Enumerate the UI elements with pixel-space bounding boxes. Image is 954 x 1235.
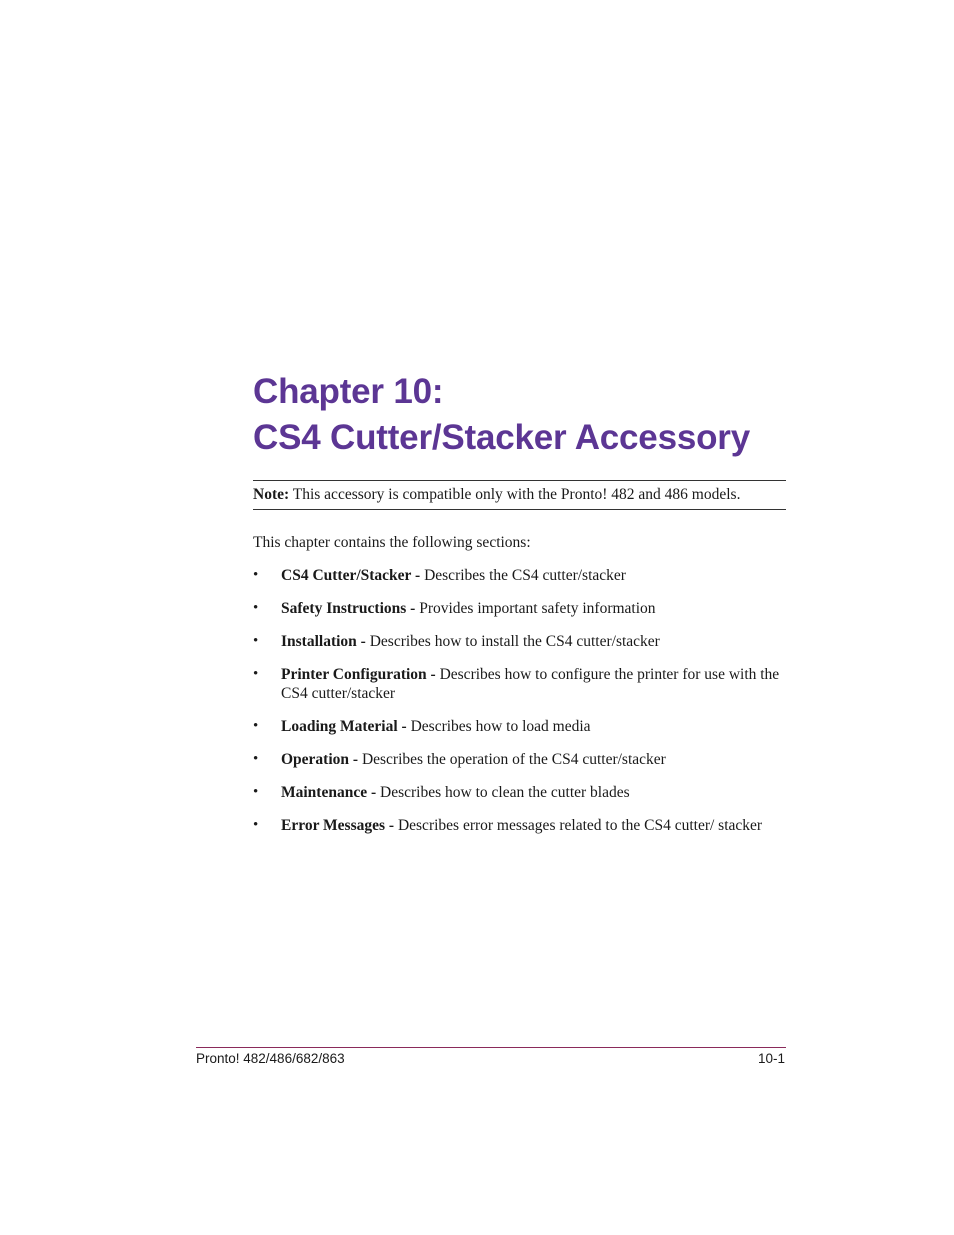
list-item [253,717,786,736]
section-desc: Describes how to load media [410,718,591,735]
section-desc: Provides important safety information [419,600,656,617]
list-item [253,566,786,585]
bullet: • [253,633,259,649]
list-item [253,599,786,618]
list-item [253,665,786,703]
section-desc: Describes how to clean the cutter blades [380,784,630,801]
note-box [253,480,786,510]
section-title: Loading Material - [281,718,411,735]
list-item [253,816,786,835]
note-label: Note: [253,486,290,503]
chapter-title [253,369,813,461]
footer-page-number: 10-1 [757,1051,785,1066]
chapter-number: Chapter 10: [253,372,444,411]
bullet: • [253,817,259,833]
footer-product-name: Pronto! 482/486/682/863 [196,1051,345,1066]
section-title: Installation - [281,633,370,650]
section-desc: Describes the operation of the CS4 cutter/stacker [361,751,666,768]
bullet: • [253,666,259,682]
chapter-name: CS4 Cutter/Stacker Accessory [253,418,750,457]
bullet: • [253,600,259,616]
bullet: • [253,718,259,734]
list-item [253,783,786,802]
note-text: This accessory is compatible only with the Pronto! 482 and 486 models. [289,486,741,503]
intro-text: This chapter contains the following sections: [253,534,531,551]
section-title: Error Messages - [281,817,398,834]
bullet: • [253,751,259,767]
bullet: • [253,784,259,800]
section-desc: Describes the CS4 cutter/stacker [424,567,626,584]
section-title: Maintenance - [281,784,381,801]
section-title: Operation - [281,751,362,768]
bullet: • [253,567,259,583]
section-desc: Describes error messages related to the CS4 cutter/ stacker [397,817,763,834]
section-title: Safety Instructions - [281,600,420,617]
section-title: CS4 Cutter/Stacker - [281,567,425,584]
section-title: Printer Configuration - [281,666,440,683]
section-desc: Describes how to configure the printer for use with the CS4 cutter/stacker [281,666,780,702]
list-item [253,750,786,769]
section-list [253,566,786,849]
footer-divider [196,1047,786,1048]
list-item [253,632,786,651]
section-desc: Describes how to install the CS4 cutter/stacker [369,633,660,650]
